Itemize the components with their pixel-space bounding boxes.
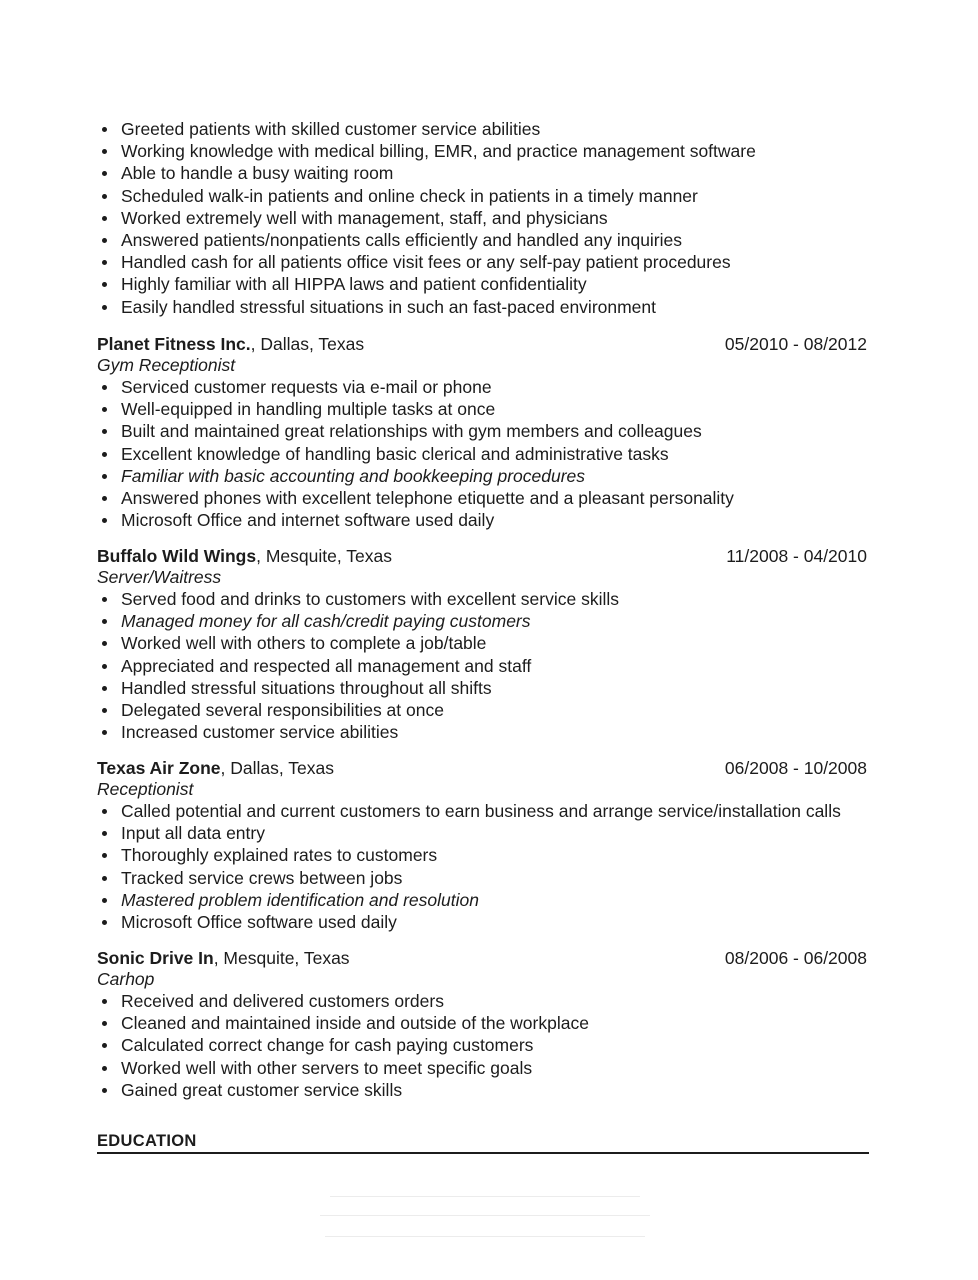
job-header xyxy=(97,947,867,969)
job-entry-texas-air-zone xyxy=(97,757,867,933)
list-item: Well-equipped in handling multiple tasks at once xyxy=(97,398,867,420)
job-duties-list xyxy=(97,588,867,743)
scan-artifact xyxy=(330,1196,640,1197)
list-item: Calculated correct change for cash paying customers xyxy=(97,1034,867,1056)
job-header xyxy=(97,757,867,779)
job-header xyxy=(97,545,867,567)
company-name: Sonic Drive In xyxy=(97,948,214,968)
list-item: Thoroughly explained rates to customers xyxy=(97,844,867,866)
job-location: , Mesquite, Texas xyxy=(256,546,392,566)
list-item: Tracked service crews between jobs xyxy=(97,867,867,889)
list-item: Scheduled walk-in patients and online check in patients in a timely manner xyxy=(97,185,756,207)
list-item: Highly familiar with all HIPPA laws and patient confidentiality xyxy=(97,273,756,295)
job-entry-sonic-drive-in xyxy=(97,947,867,1101)
job-role: Receptionist xyxy=(97,779,194,799)
job-role: Gym Receptionist xyxy=(97,355,236,375)
list-item: Delegated several responsibilities at once xyxy=(97,699,867,721)
list-item: Worked well with other servers to meet specific goals xyxy=(97,1057,867,1079)
list-item: Received and delivered customers orders xyxy=(97,990,867,1012)
list-item: Microsoft Office and internet software used daily xyxy=(97,509,867,531)
scan-artifact xyxy=(325,1236,645,1237)
list-item: Greeted patients with skilled customer service abilities xyxy=(97,118,756,140)
list-item: Excellent knowledge of handling basic clerical and administrative tasks xyxy=(97,443,867,465)
list-item: Microsoft Office software used daily xyxy=(97,911,867,933)
job-header xyxy=(97,333,867,355)
list-item: Input all data entry xyxy=(97,822,867,844)
list-item: Cleaned and maintained inside and outside of the workplace xyxy=(97,1012,867,1034)
list-item: Serviced customer requests via e-mail or phone xyxy=(97,376,867,398)
job-location: , Dallas, Texas xyxy=(220,758,334,778)
job-entry-planet-fitness xyxy=(97,333,867,531)
list-item: Gained great customer service skills xyxy=(97,1079,867,1101)
company-name: Buffalo Wild Wings xyxy=(97,546,257,566)
list-item: Called potential and current customers to earn business and arrange service/installation calls xyxy=(97,800,867,822)
list-item: Mastered problem identification and resolution xyxy=(97,889,867,911)
job-location: , Mesquite, Texas xyxy=(213,948,350,968)
job-duties-list xyxy=(97,990,867,1101)
list-item: Handled cash for all patients office visit fees or any self-pay patient procedures xyxy=(97,251,756,273)
job-location: , Dallas, Texas xyxy=(250,334,365,354)
list-item: Worked well with others to complete a job/table xyxy=(97,632,867,654)
job-role: Carhop xyxy=(97,969,155,989)
list-item: Answered phones with excellent telephone etiquette and a pleasant personality xyxy=(97,487,867,509)
job-duties-list xyxy=(97,800,867,933)
list-item: Familiar with basic accounting and bookkeeping procedures xyxy=(97,465,867,487)
list-item: Appreciated and respected all management and staff xyxy=(97,655,867,677)
previous-job-duties-list xyxy=(97,118,756,318)
job-dates: 08/2006 - 06/2008 xyxy=(724,948,867,968)
job-dates: 05/2010 - 08/2012 xyxy=(724,334,867,354)
list-item: Managed money for all cash/credit paying customers xyxy=(97,610,867,632)
list-item: Working knowledge with medical billing, EMR, and practice management software xyxy=(97,140,756,162)
job-entry-buffalo-wild-wings xyxy=(97,545,867,743)
scan-artifact xyxy=(320,1215,650,1216)
job-duties-list xyxy=(97,376,867,531)
company-name: Texas Air Zone xyxy=(97,758,221,778)
list-item: Served food and drinks to customers with excellent service skills xyxy=(97,588,867,610)
job-dates: 06/2008 - 10/2008 xyxy=(724,758,867,778)
company-name: Planet Fitness Inc. xyxy=(97,334,251,354)
job-dates: 11/2008 - 04/2010 xyxy=(726,546,867,566)
list-item: Answered patients/nonpatients calls efficiently and handled any inquiries xyxy=(97,229,756,251)
education-heading: EDUCATION xyxy=(97,1130,869,1154)
job-role: Server/Waitress xyxy=(97,567,222,587)
list-item: Increased customer service abilities xyxy=(97,721,867,743)
list-item: Able to handle a busy waiting room xyxy=(97,162,756,184)
list-item: Worked extremely well with management, staff, and physicians xyxy=(97,207,756,229)
list-item: Built and maintained great relationships with gym members and colleagues xyxy=(97,420,867,442)
list-item: Easily handled stressful situations in such an fast-paced environment xyxy=(97,296,756,318)
list-item: Handled stressful situations throughout all shifts xyxy=(97,677,867,699)
